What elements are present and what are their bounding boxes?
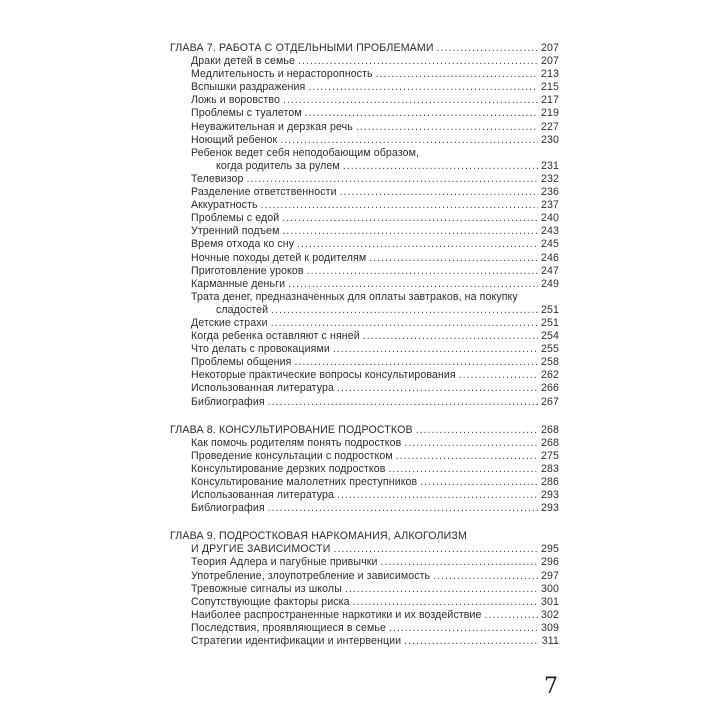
dot-leader (388, 463, 538, 476)
toc-entry-line (170, 147, 559, 160)
page-ref: 311 (541, 635, 559, 648)
toc-entry-line-label: Использованная литература (191, 489, 335, 502)
chapter-line (170, 543, 559, 556)
dot-leader (308, 81, 538, 94)
page-ref: 213 (541, 68, 559, 81)
toc-entry-line (170, 134, 559, 147)
page-ref: 207 (541, 55, 559, 68)
dot-leader (381, 556, 539, 569)
page-ref: 300 (541, 582, 559, 595)
page-ref: 251 (541, 316, 559, 329)
page-ref: 283 (541, 462, 559, 475)
page-ref: 231 (541, 159, 559, 172)
page-ref: 267 (541, 395, 559, 408)
dot-leader (271, 304, 538, 317)
toc-entry-line (170, 476, 559, 489)
toc-entry-line (170, 55, 559, 68)
dot-leader (288, 278, 538, 291)
dot-leader (404, 635, 539, 648)
toc-entry-line-label: Драки детей в семье (191, 55, 296, 68)
dot-leader (297, 238, 538, 251)
dot-leader (334, 543, 539, 556)
page-ref: 236 (541, 186, 559, 199)
page-ref: 251 (541, 303, 559, 316)
dot-leader (305, 107, 538, 120)
dot-leader (345, 583, 538, 596)
toc-entry-line-label: Приготовление уроков (191, 264, 304, 277)
toc-entry-line-label: Тревожные сигналы из школы (191, 582, 342, 595)
toc-entry-line-label: Когда ребенка оставляют с няней (191, 330, 360, 343)
toc-entry-line-label: когда родитель за рулем (216, 159, 340, 172)
toc-entry-line-label: Проблемы общения (191, 356, 292, 369)
toc-entry-line (170, 160, 559, 173)
toc-entry-line-label: Некоторые практические вопросы консультирования (191, 369, 456, 382)
toc-entry-line-label: Время отхода ко сну (191, 238, 295, 251)
toc-entry-line-label: Теория Адлера и пагубные привычки (191, 556, 378, 569)
toc-entry-line-label: Ночные походы детей к родителям (191, 251, 367, 264)
dot-leader (404, 437, 538, 450)
toc-entry-line (170, 265, 559, 278)
dot-leader (246, 173, 538, 186)
dot-leader (396, 450, 538, 463)
toc-entry-line (170, 596, 559, 609)
dot-leader (268, 502, 538, 515)
chapter-line (170, 42, 559, 55)
toc-entry-line (170, 382, 559, 395)
toc-entry-line (170, 330, 559, 343)
page-ref: 293 (541, 502, 559, 515)
toc-entry-line (170, 609, 559, 622)
toc-entry-line (170, 556, 559, 569)
page-ref: 301 (541, 595, 559, 608)
dot-leader (280, 134, 538, 147)
page-ref: 230 (541, 133, 559, 146)
toc-entry-line-label: Ребенок ведет себя неподобающим образом, (191, 146, 420, 159)
toc-entry-line-label: Трата денег, предназначенных для оплаты завтраков, на покупку (191, 290, 518, 303)
chapter-line-label: ГЛАВА 9. ПОДРОСТКОВАЯ НАРКОМАНИЯ, АЛКОГОЛИЗМ (170, 530, 467, 543)
toc-entry-line-label: Разделение ответственности (191, 186, 337, 199)
dot-leader (459, 369, 538, 382)
chapter-line (170, 424, 559, 437)
toc (170, 42, 559, 648)
dot-leader (271, 317, 538, 330)
toc-entry-line-label: Утренний подъем (191, 225, 280, 238)
toc-entry-line-label: Что делать с провокациями (191, 343, 330, 356)
dot-leader (261, 199, 538, 212)
dot-leader (376, 68, 538, 81)
toc-entry-line-label: Медлительность и нерасторопность (191, 68, 373, 81)
toc-entry-line-label: Как помочь родителям понять подростков (191, 436, 402, 449)
page-ref: 258 (541, 356, 559, 369)
dot-leader (420, 476, 538, 489)
toc-entry-line (170, 570, 559, 583)
toc-entry-line-label: Консультирование малолетних преступников (191, 476, 418, 488)
page-ref: 246 (541, 251, 559, 264)
dot-leader (307, 265, 538, 278)
dot-leader (343, 160, 538, 173)
toc-entry-line (170, 291, 559, 304)
toc-entry-line (170, 437, 559, 450)
page-ref: 217 (541, 94, 559, 107)
toc-entry-line (170, 489, 559, 502)
toc-entry-line (170, 68, 559, 81)
page-number: 7 (544, 674, 558, 699)
toc-entry-line-label: Сопутствующие факторы риска (191, 595, 350, 608)
toc-entry-line-label: Библиография (191, 395, 265, 408)
page-ref: 268 (541, 423, 559, 436)
toc-entry-line-label: Детские страхи (191, 316, 268, 329)
toc-entry-line (170, 121, 559, 134)
page-ref: 286 (541, 476, 559, 488)
toc-entry-line (170, 463, 559, 476)
chapter-line-label: И ДРУГИЕ ЗАВИСИМОСТИ (191, 543, 331, 556)
toc-entry-line-label: Последствия, проявляющиеся в семье (191, 621, 387, 634)
page-ref: 297 (541, 569, 559, 582)
page-ref: 302 (541, 608, 559, 621)
toc-entry-line-label: Проблемы с едой (191, 212, 280, 225)
toc-entry-line (170, 369, 559, 382)
toc-entry-line (170, 343, 559, 356)
toc-entry-line-label: Наиболее распространенные наркотики и их воздействие (191, 608, 482, 621)
dot-leader (485, 609, 538, 622)
dot-leader (340, 186, 538, 199)
dot-leader (282, 212, 538, 225)
toc-entry-line-label: Телевизор (191, 172, 244, 185)
dot-leader (283, 94, 538, 107)
toc-entry-line (170, 317, 559, 330)
page-ref: 262 (541, 369, 559, 382)
toc-entry-line (170, 502, 559, 515)
dot-leader (337, 489, 538, 502)
toc-entry-line (170, 450, 559, 463)
dot-leader (433, 570, 538, 583)
toc-entry-line-label: Библиография (191, 502, 265, 515)
toc-entry-line-label: Консультирование дерзких подростков (191, 462, 386, 475)
page-ref: 293 (541, 489, 559, 502)
dot-leader (416, 424, 538, 437)
toc-entry-line (170, 212, 559, 225)
dot-leader (294, 356, 538, 369)
toc-entry-line-label: Вспышки раздражения (191, 81, 306, 94)
page-ref: 309 (541, 621, 559, 634)
page-ref: 232 (541, 172, 559, 185)
toc-entry-line (170, 186, 559, 199)
toc-entry-line (170, 199, 559, 212)
page-ref: 255 (541, 343, 559, 356)
toc-entry-line (170, 238, 559, 251)
page-ref: 227 (541, 120, 559, 133)
toc-entry-line-label: Употребление, злоупотребление и зависимость (191, 569, 431, 582)
dot-leader (298, 55, 538, 68)
toc-entry-line (170, 107, 559, 120)
page-ref: 247 (541, 264, 559, 277)
page-ref: 219 (541, 107, 559, 120)
page-ref: 295 (541, 543, 559, 556)
toc-entry-line (170, 396, 559, 409)
dot-leader (268, 396, 538, 409)
toc-entry-line-label: Использованная литература (191, 382, 335, 395)
toc-entry-line (170, 622, 559, 635)
dot-leader (337, 382, 538, 395)
page-ref: 249 (541, 277, 559, 290)
toc-entry-line-label: Проблемы с туалетом (191, 107, 302, 120)
page-ref: 207 (541, 42, 559, 54)
page-ref: 275 (541, 449, 559, 462)
toc-entry-line-label: Неуважительная и дерзкая речь (191, 120, 353, 133)
toc-entry-line-label: сладостей (216, 303, 269, 316)
toc-entry-line (170, 583, 559, 596)
toc-entry-line (170, 304, 559, 317)
toc-section (170, 42, 559, 409)
toc-entry-line-label: Аккуратность (191, 199, 258, 212)
toc-entry-line-label: Ложь и воровство (191, 94, 280, 107)
page-ref: 266 (541, 382, 559, 395)
toc-entry-line (170, 81, 559, 94)
toc-entry-line-label: Стратегии идентификации и интервенции (191, 635, 402, 648)
toc-entry-line (170, 225, 559, 238)
page-ref: 240 (541, 212, 559, 225)
toc-entry-line-label: Проведение консультации с подростком (191, 449, 393, 462)
toc-section (170, 424, 559, 516)
toc-entry-line (170, 635, 559, 648)
page-ref: 215 (541, 81, 559, 94)
page-ref: 268 (541, 436, 559, 449)
dot-leader (333, 343, 538, 356)
toc-entry-line (170, 356, 559, 369)
toc-entry-line (170, 94, 559, 107)
dot-leader (437, 42, 538, 55)
toc-entry-line (170, 278, 559, 291)
toc-entry-line (170, 173, 559, 186)
chapter-line-label: ГЛАВА 7. РАБОТА С ОТДЕЛЬНЫМИ ПРОБЛЕМАМИ (170, 42, 434, 54)
page-ref: 243 (541, 225, 559, 238)
toc-entry-line (170, 252, 559, 265)
dot-leader (363, 330, 538, 343)
page-ref: 245 (541, 238, 559, 251)
dot-leader (353, 596, 538, 609)
dot-leader (356, 121, 538, 134)
toc-section (170, 530, 559, 648)
dot-leader (282, 225, 538, 238)
chapter-line-label: ГЛАВА 8. КОНСУЛЬТИРОВАНИЕ ПОДРОСТКОВ (170, 423, 413, 436)
chapter-line (170, 530, 559, 543)
page-ref: 254 (541, 330, 559, 343)
page-ref: 296 (541, 556, 559, 569)
dot-leader (389, 622, 538, 635)
dot-leader (369, 252, 538, 265)
page-ref: 237 (541, 199, 559, 212)
toc-entry-line-label: Карманные деньги (191, 277, 286, 290)
toc-entry-line-label: Ноющий ребенок (191, 133, 278, 146)
